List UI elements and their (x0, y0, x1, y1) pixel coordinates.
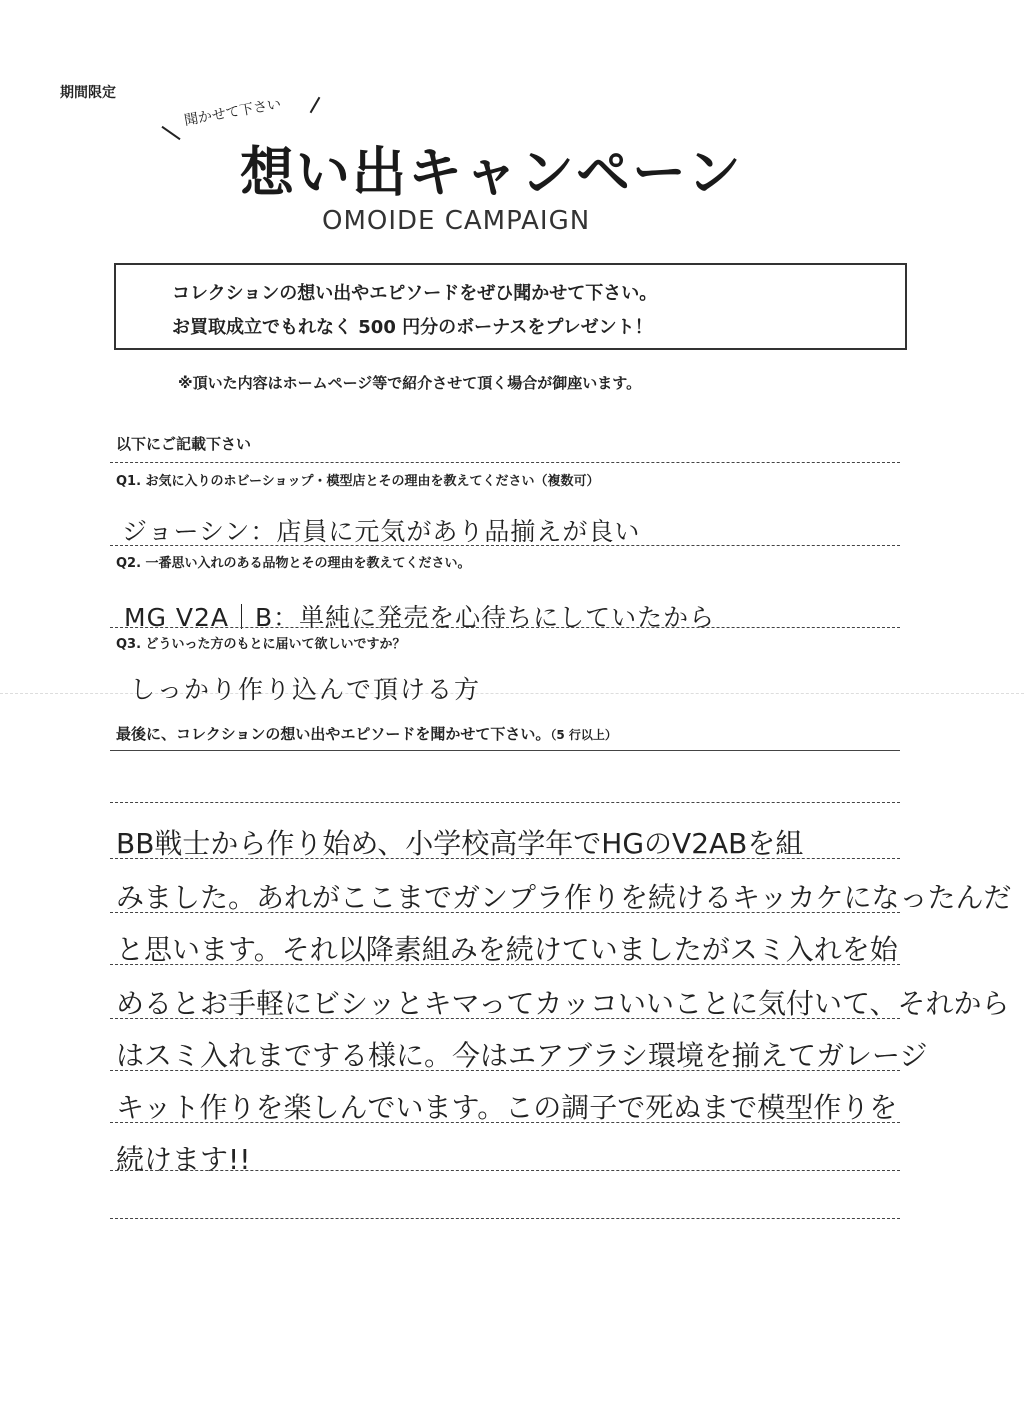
writing-line (110, 802, 900, 803)
answer-1-handwriting: ジョーシン：店員に元気があり品揃えが良い (122, 517, 641, 546)
divider-line (110, 462, 900, 463)
final-question-hint: （5 行以上） (550, 728, 617, 742)
writing-line (110, 964, 900, 965)
divider-line (110, 627, 900, 628)
final-question-text: 最後に、コレクションの想い出やエピソードを聞かせて下さい。 (116, 725, 551, 743)
decor-slash-left (161, 126, 180, 140)
writing-line (110, 1070, 900, 1071)
divider-line (110, 545, 900, 546)
disclaimer-note: ※頂いた内容はホームページ等で紹介させて頂く場合が御座います。 (178, 374, 642, 392)
answer-2-handwriting: MG V2A｜B：単純に発売を心待ちにしていたから (124, 603, 716, 632)
question-1-label: Q1. お気に入りのホビーショップ・模型店とその理由を教えてください（複数可） (116, 474, 600, 489)
question-3-label: Q3. どういった方のもとに届いて欲しいですか？ (116, 637, 406, 652)
page-subtitle: OMOIDE CAMPAIGN (322, 206, 591, 236)
divider-line (110, 750, 900, 751)
episode-line-1: BB戦士から作り始め、小学校高学年でHGのV2ABを組 (116, 827, 804, 860)
writing-line (110, 858, 900, 859)
episode-line-5: はスミ入れまでする様に。今はエアブラシ環境を揃えてガレージ (116, 1039, 928, 1072)
intro-line-2: お買取成立でもれなく 500 円分のボーナスをプレゼント！ (172, 317, 653, 338)
writing-line (110, 1122, 900, 1123)
instruction-label: 以下にご記載下さい (116, 435, 252, 453)
episode-line-6: キット作りを楽しんでいます。この調子で死ぬまで模型作りを (116, 1091, 898, 1124)
writing-line (110, 912, 900, 913)
episode-line-3: と思います。それ以降素組みを続けていましたがスミ入れを始 (116, 933, 898, 966)
question-2-label: Q2. 一番思い入れのある品物とその理由を教えてください。 (116, 556, 471, 571)
intro-line-1: コレクションの想い出やエピソードをぜひ聞かせて下さい。 (172, 283, 658, 304)
episode-line-7: 続けます!! (116, 1143, 251, 1176)
page-title: 想い出キャンペーン (240, 141, 743, 204)
episode-line-4: めるとお手軽にビシッとキマってカッコいいことに気付いて、それから (116, 987, 1010, 1020)
final-question-label (116, 723, 617, 744)
writing-line (110, 1218, 900, 1219)
answer-3-handwriting: しっかり作り込んで頂ける方 (130, 675, 482, 704)
writing-line (110, 1018, 900, 1019)
limited-label: 期間限定 (60, 85, 116, 101)
episode-line-2: みました。あれがここまでガンプラ作りを続けるキッカケになったんだ (116, 881, 1012, 914)
decor-slash-right (310, 97, 321, 114)
intro-box (114, 263, 907, 350)
kikasete-label: 聞かせて下さい (183, 96, 283, 130)
writing-line (110, 1170, 900, 1171)
